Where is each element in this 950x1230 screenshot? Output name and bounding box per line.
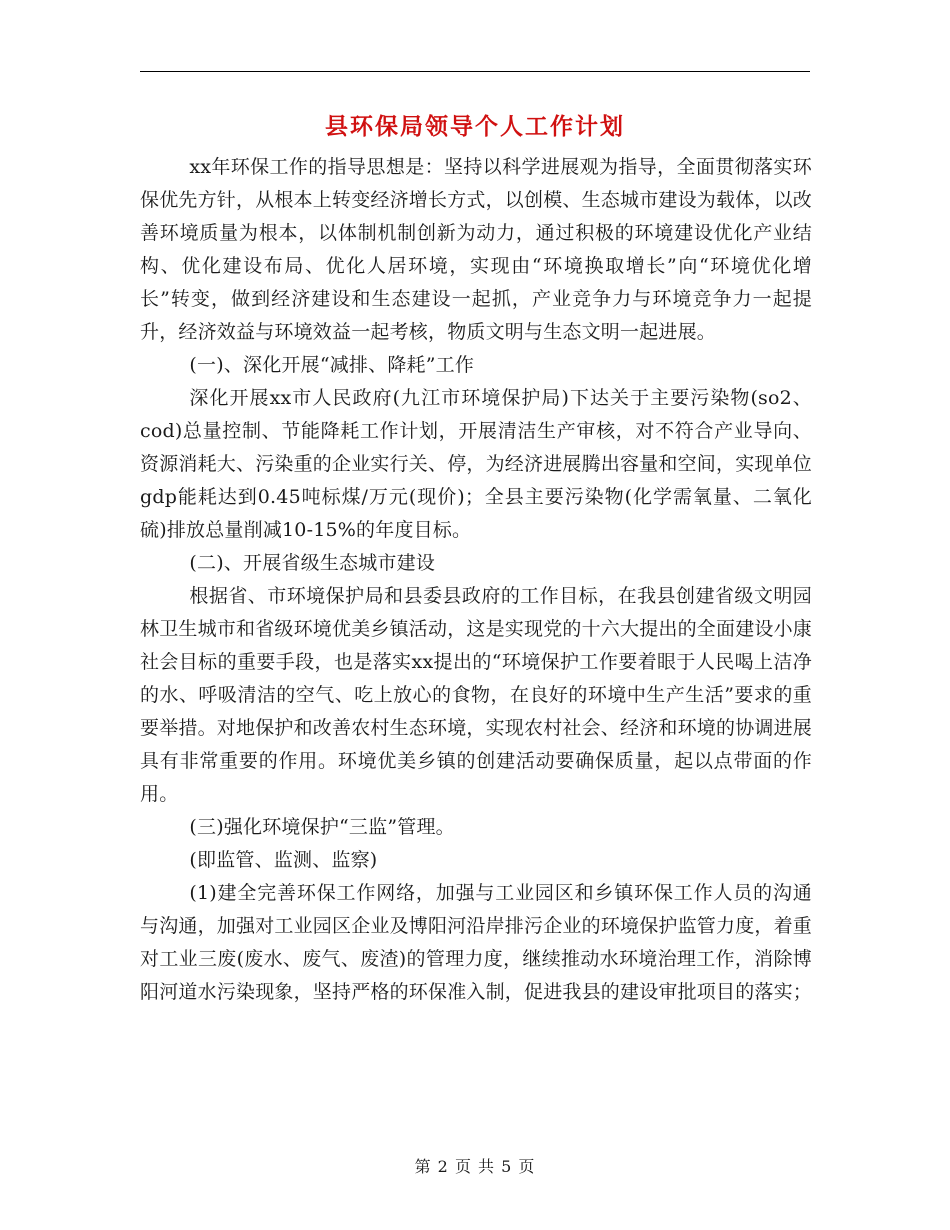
- section-subheading-3: (即监管、监测、监察): [189, 849, 378, 871]
- document-title: 县环保局领导个人工作计划: [325, 114, 625, 140]
- page-number-footer: 第 2 页 共 5 页: [414, 1157, 536, 1176]
- paragraph-network-item-1: (1)建全完善环保工作网络，加强与工业园区和乡镇环保工作人员的沟通与沟通，加强对工业园区企业及博阳河沿岸排污企业的环境保护监管力度，着重对工业三废(废水、废气、废渣)的管理力度，继续推动水环境治理工作，消除博阳河道水污染现象，坚持严格的环保准入制，促进我县的建设审批项目的落实；: [140, 882, 813, 1003]
- paragraph-guiding-ideology: xx年环保工作的指导思想是：坚持以科学进展观为指导，全面贯彻落实环保优先方针，从根本上转变经济增长方式，以创模、生态城市建设为载体，以改善环境质量为根本，以体制机制创新为动力，通过积极的环境建设优化产业结构、优化建设布局、优化人居环境，实现由“环境换取增长”向“环境优化增长”转变，做到经济建设和生态建设一起抓，产业竞争力与环境竞争力一起提升，经济效益与环境效益一起考核，物质文明与生态文明一起进展。: [140, 156, 813, 343]
- section-heading-3: (三)强化环境保护“三监”管理。: [189, 816, 455, 838]
- paragraph-emission-reduction: 深化开展xx市人民政府(九江市环境保护局)下达关于主要污染物(so2、cod)总量控制、节能降耗工作计划，开展清洁生产审核，对不符合产业导向、资源消耗大、污染重的企业实行关、停，为经济进展腾出容量和空间，实现单位gdp能耗达到0.45吨标煤/万元(现价)；全县主要污染物(化学需氧量、二氧化硫)排放总量削减10-15%的年度目标。: [140, 387, 813, 541]
- document-body: [140, 151, 812, 1009]
- paragraph-ecological-city: 根据省、市环境保护局和县委县政府的工作目标，在我县创建省级文明园林卫生城市和省级环境优美乡镇活动，这是实现党的十六大提出的全面建设小康社会目标的重要手段，也是落实xx提出的“环境保护工作要着眼于人民喝上洁净的水、呼吸清洁的空气、吃上放心的食物，在良好的环境中生产生活”要求的重要举措。对地保护和改善农村生态环境，实现农村社会、经济和环境的协调进展具有非常重要的作用。环境优美乡镇的创建活动要确保质量，起以点带面的作用。: [140, 585, 813, 805]
- section-heading-2: (二)、开展省级生态城市建设: [189, 552, 436, 574]
- header-rule: [140, 71, 810, 72]
- section-heading-1: (一)、深化开展“减排、降耗”工作: [189, 354, 475, 376]
